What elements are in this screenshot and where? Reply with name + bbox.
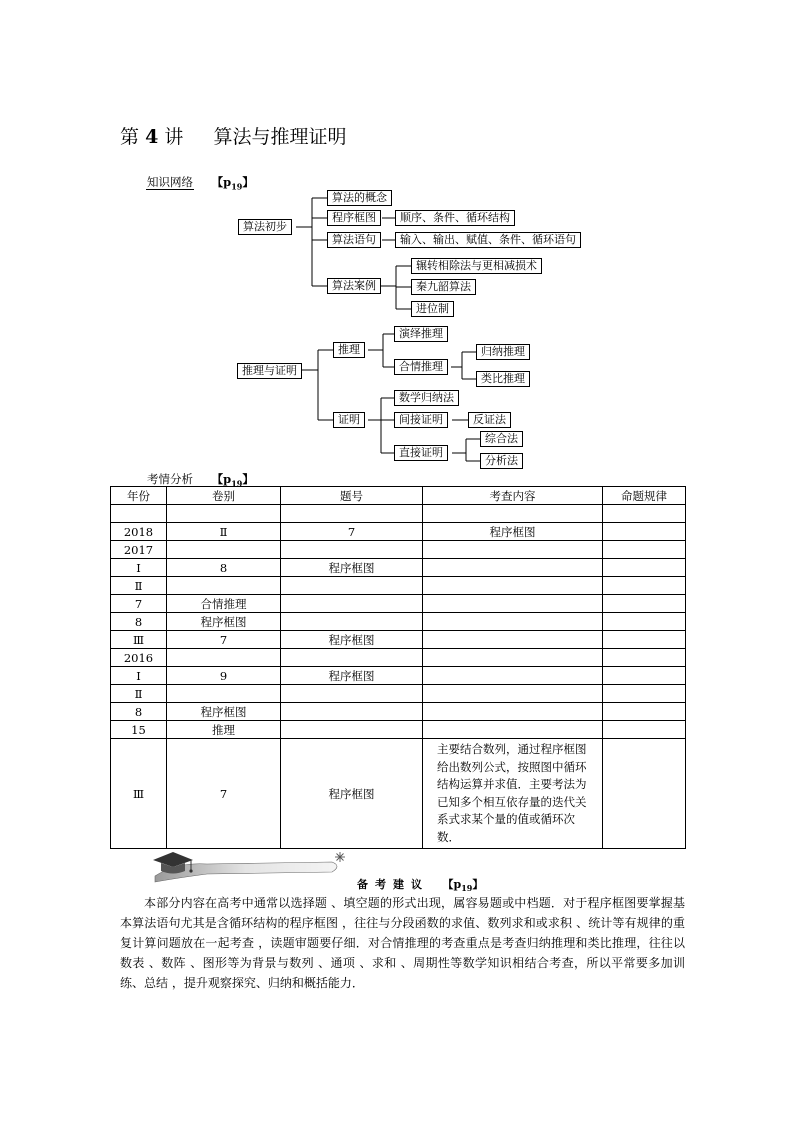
- table-cell: [603, 631, 686, 649]
- table-header-row: [111, 487, 686, 505]
- table-row: [111, 685, 686, 703]
- table-cell: [281, 505, 423, 523]
- header-content: 考查内容: [423, 487, 603, 505]
- table-cell: Ⅱ: [111, 577, 167, 595]
- table-cell: 程序框图: [423, 523, 603, 541]
- table-row: [111, 631, 686, 649]
- mindmap-node-case-qin: 秦九韶算法: [411, 279, 476, 295]
- advice-paragraph: 本部分内容在高考中通常以选择题 、填空题的形式出现，属容易题或中档题．对于程序框图要掌握基本算法语句尤其是含循环结构的程序框图 ，往往与分段函数的求值、数列求和或求积 、统计等有规律的重复计算问题放在一起考查 ，读题审题要仔细．对合情推理的考查重点是考查归纳推理和类比推理，往往以数表 、数阵 、图形等为背景与数列 、通项 、求和 、周期性等数学知识相结合考查，所以平常要多加训练、总结 ，提升观察探究、归纳和概括能力．: [120, 896, 685, 990]
- table-cell: 程序框图: [281, 667, 423, 685]
- table-cell: [167, 541, 281, 559]
- table-row: [111, 523, 686, 541]
- advice-banner-graphic: [147, 848, 352, 888]
- table-cell: 程序框图: [281, 631, 423, 649]
- table-cell: 2016: [111, 649, 167, 667]
- exam-analysis-table: [110, 486, 686, 849]
- advice-heading: 备考建议 【$p_{19}$】: [357, 878, 484, 894]
- table-cell: [423, 631, 603, 649]
- mindmap-node-statements-detail: 输入、输出、赋值、条件、循环语句: [395, 232, 581, 248]
- table-cell: [603, 505, 686, 523]
- header-question: 题号: [281, 487, 423, 505]
- table-cell: [281, 541, 423, 559]
- mindmap-node-flowchart-detail: 顺序、条件、循环结构: [395, 210, 515, 226]
- header-year: 年份: [111, 487, 167, 505]
- table-cell: Ⅱ: [111, 685, 167, 703]
- mindmap-node-reasoning: 推理: [333, 342, 365, 358]
- table-cell: [603, 649, 686, 667]
- table-cell: Ⅲ: [111, 631, 167, 649]
- mindmap-node-inductive: 归纳推理: [476, 344, 530, 360]
- mindmap-node-contradiction: 反证法: [468, 412, 511, 428]
- table-cell: 8: [111, 703, 167, 721]
- table-cell: [281, 703, 423, 721]
- table-cell: 主要结合数列，通过程序框图给出数列公式，按照图中循环结构运算并求值．主要考法为已知多个相互依存量的迭代关系式求某个量的值或循环次数．: [423, 739, 603, 849]
- mindmap-node-flowchart: 程序框图: [327, 210, 381, 226]
- table-cell: [603, 739, 686, 849]
- table-row: [111, 703, 686, 721]
- table-cell: 程序框图: [167, 613, 281, 631]
- table-cell: [423, 505, 603, 523]
- table-cell: [423, 703, 603, 721]
- header-pattern: 命题规律: [603, 487, 686, 505]
- table-cell: [603, 577, 686, 595]
- mindmap-node-plausible: 合情推理: [394, 359, 448, 375]
- table-cell: [423, 577, 603, 595]
- table-cell: 15: [111, 721, 167, 739]
- page-title: 第 4 讲 算法与推理证明: [120, 126, 347, 148]
- table-cell: [167, 649, 281, 667]
- table-cell: [423, 559, 603, 577]
- mindmap-node-proof-root: 推理与证明: [237, 363, 302, 379]
- mindmap-node-algo-root: 算法初步: [238, 219, 292, 235]
- header-paper: 卷别: [167, 487, 281, 505]
- mindmap-node-algo-concept: 算法的概念: [327, 190, 392, 206]
- table-cell: 合情推理: [167, 595, 281, 613]
- table-cell: [423, 541, 603, 559]
- table-cell: 7: [281, 523, 423, 541]
- table-cell: 8: [167, 559, 281, 577]
- table-cell: [603, 613, 686, 631]
- table-cell: 8: [111, 613, 167, 631]
- table-cell: 程序框图: [281, 559, 423, 577]
- table-row: [111, 541, 686, 559]
- mindmap-node-deductive: 演绎推理: [394, 326, 448, 342]
- exam-analysis-heading: 考情分析 【$p_{19}$】: [147, 472, 254, 489]
- table-row: [111, 595, 686, 613]
- table-row: [111, 739, 686, 849]
- mindmap-node-synthetic: 综合法: [480, 431, 523, 447]
- table-cell: [281, 649, 423, 667]
- table-cell: [603, 523, 686, 541]
- table-cell: [281, 685, 423, 703]
- table-cell: [423, 613, 603, 631]
- table-cell: [423, 667, 603, 685]
- mindmap-node-analytic: 分析法: [480, 453, 523, 469]
- mindmap-node-math-induction: 数学归纳法: [394, 390, 459, 406]
- table-cell: [281, 613, 423, 631]
- table-cell: Ⅰ: [111, 559, 167, 577]
- mindmap-node-indirect: 间接证明: [394, 412, 448, 428]
- knowledge-network-heading: 知识网络 【$p_{19}$】: [147, 175, 254, 192]
- table-row: [111, 667, 686, 685]
- table-cell: [603, 685, 686, 703]
- mindmap-node-analogical: 类比推理: [476, 371, 530, 387]
- table-cell: [423, 595, 603, 613]
- table-cell: [603, 703, 686, 721]
- table-row: [111, 613, 686, 631]
- mindmap-node-direct: 直接证明: [394, 445, 448, 461]
- table-cell: 2018: [111, 523, 167, 541]
- table-cell: 9: [167, 667, 281, 685]
- mindmap-node-cases: 算法案例: [327, 278, 381, 294]
- table-cell: [423, 649, 603, 667]
- table-row: [111, 505, 686, 523]
- table-cell: 2017: [111, 541, 167, 559]
- mindmap-node-proving: 证明: [333, 412, 365, 428]
- table-cell: 7: [167, 631, 281, 649]
- table-cell: 程序框图: [167, 703, 281, 721]
- table-cell: [111, 505, 167, 523]
- table-cell: [603, 667, 686, 685]
- table-cell: [281, 721, 423, 739]
- sparkle-icon: [335, 852, 345, 862]
- table-cell: 推理: [167, 721, 281, 739]
- table-cell: 7: [167, 739, 281, 849]
- table-cell: [281, 577, 423, 595]
- table-cell: [423, 685, 603, 703]
- table-cell: 7: [111, 595, 167, 613]
- table-row: [111, 559, 686, 577]
- table-cell: 程序框图: [281, 739, 423, 849]
- table-cell: [603, 541, 686, 559]
- table-cell: Ⅱ: [167, 523, 281, 541]
- table-row: [111, 577, 686, 595]
- table-body: [111, 505, 686, 849]
- mindmap-node-statements: 算法语句: [327, 232, 381, 248]
- table-row: [111, 649, 686, 667]
- mindmap-node-case-base: 进位制: [411, 301, 454, 317]
- table-row: [111, 721, 686, 739]
- table-cell: [281, 595, 423, 613]
- table-cell: [423, 721, 603, 739]
- table-cell: [603, 595, 686, 613]
- table-cell: Ⅲ: [111, 739, 167, 849]
- table-cell: [167, 685, 281, 703]
- table-cell: [167, 577, 281, 595]
- table-cell: [603, 559, 686, 577]
- table-cell: [167, 505, 281, 523]
- table-cell: [603, 721, 686, 739]
- table-cell: Ⅰ: [111, 667, 167, 685]
- mindmap-node-case-euclid: 辗转相除法与更相减损术: [411, 258, 542, 274]
